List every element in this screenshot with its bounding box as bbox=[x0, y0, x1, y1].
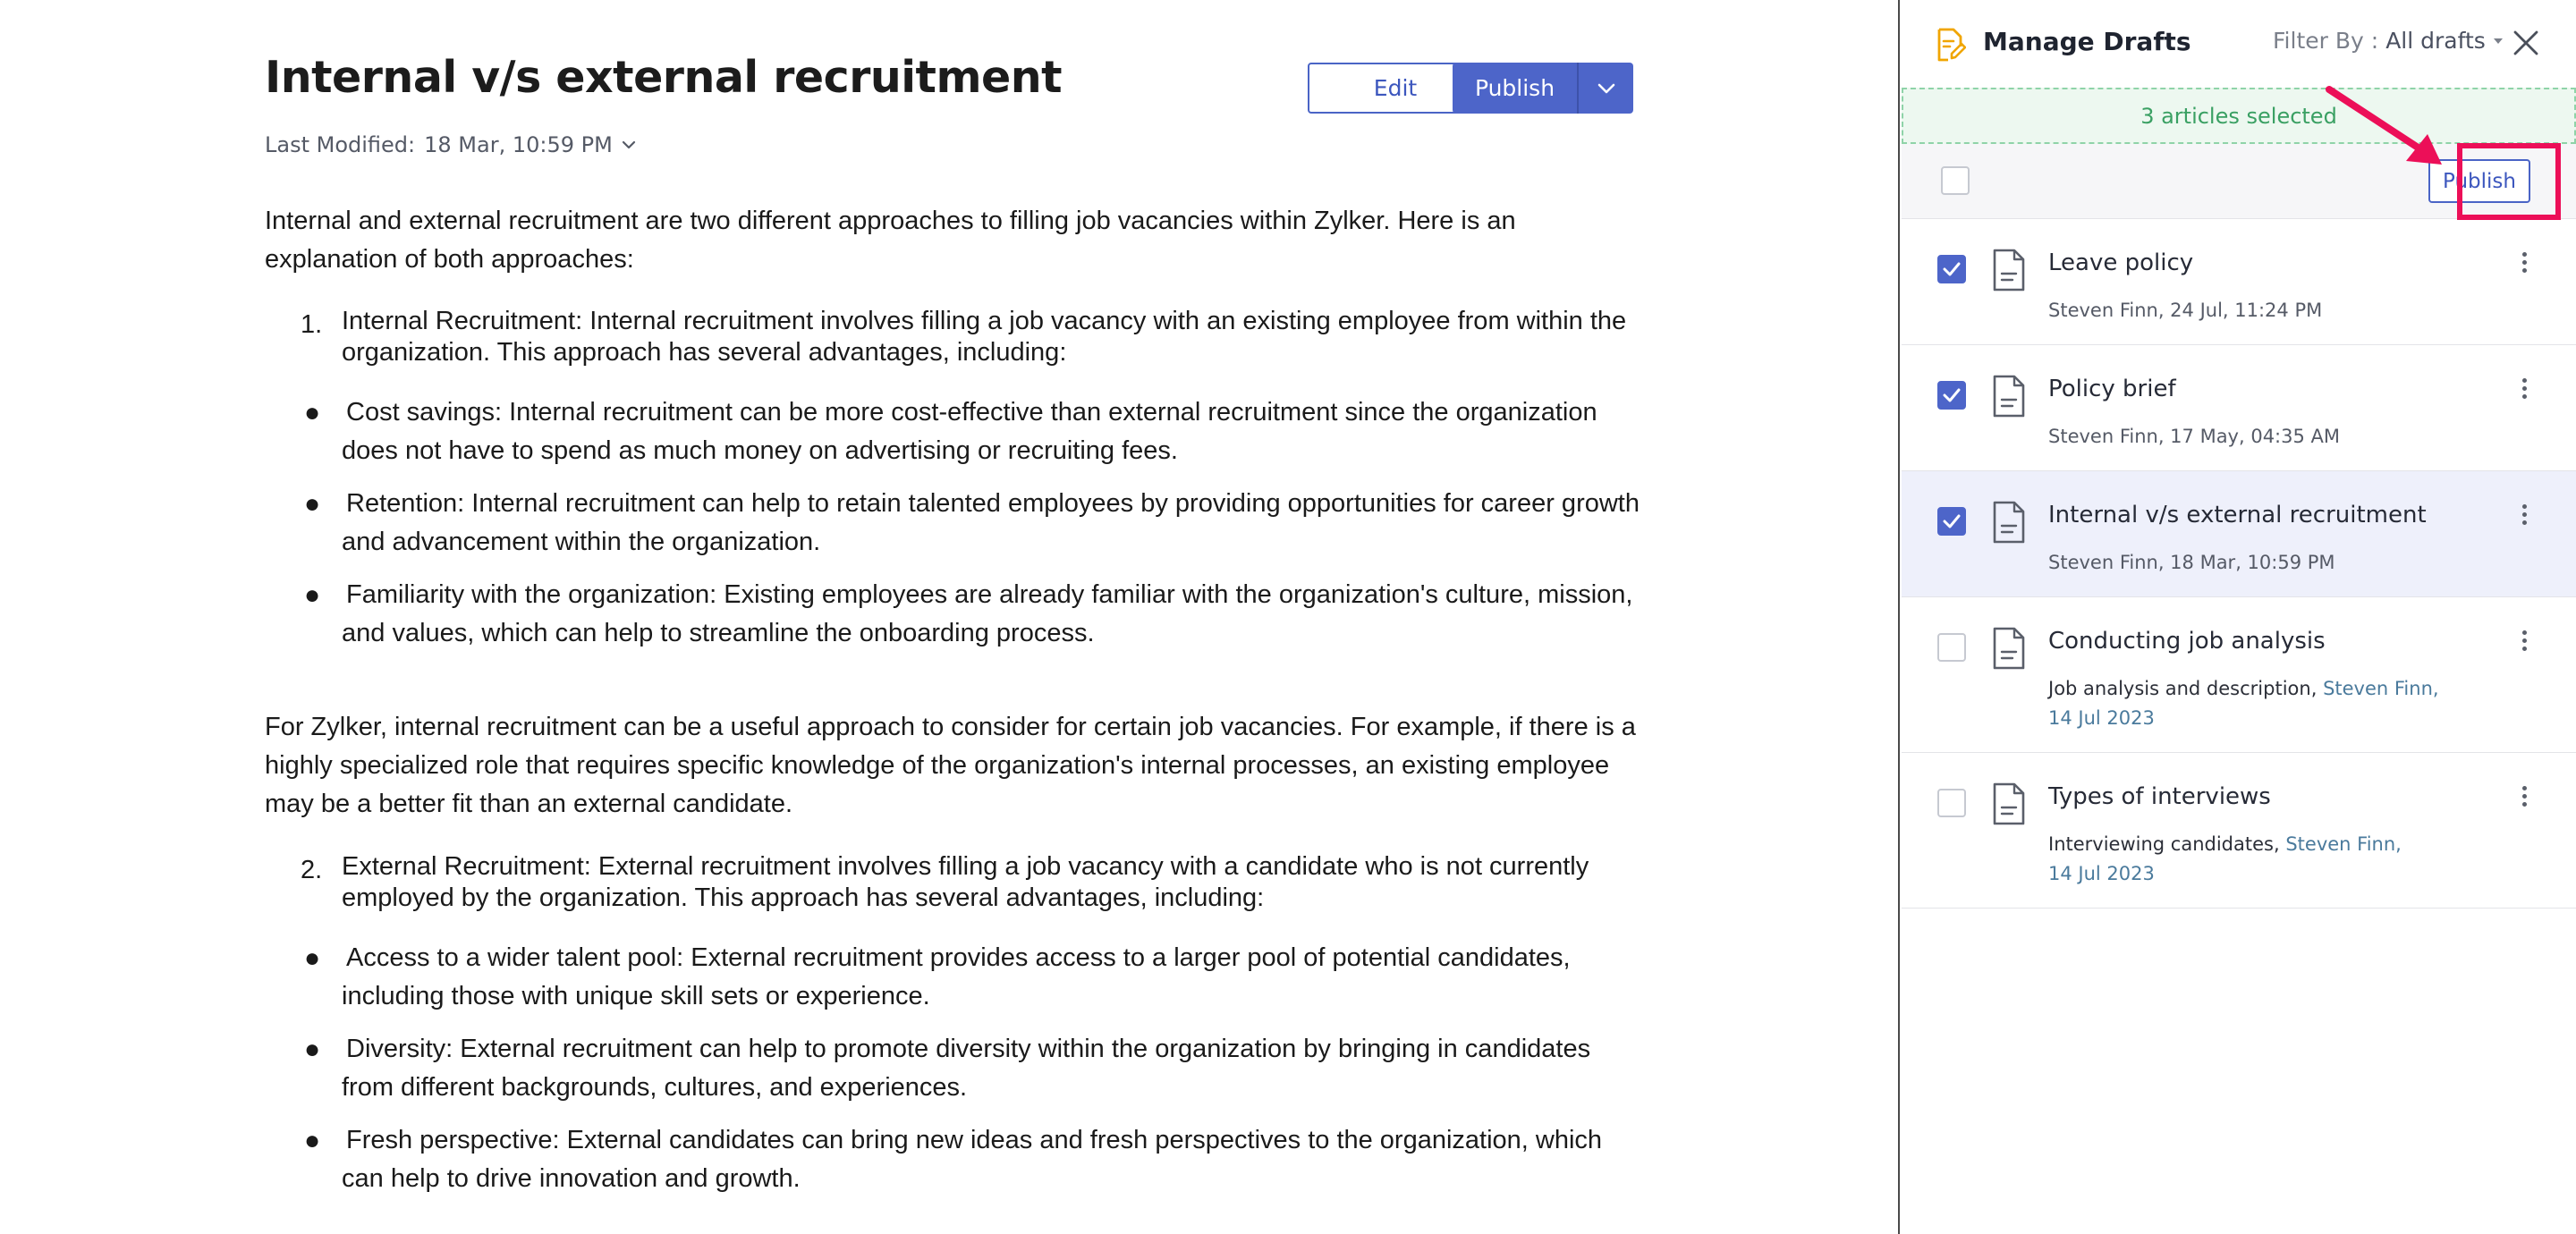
bullet-dot: ● bbox=[304, 943, 321, 973]
bullet-dot: ● bbox=[304, 580, 321, 610]
bullet-text: Cost savings: Internal recruitment can be more cost-effective than external recruitment since the organization does not have to spend as much money on advertising or recruiting fees. bbox=[342, 398, 1597, 465]
publish-highlight-box bbox=[2457, 143, 2561, 220]
bullet-text: Access to a wider talent pool: External recruitment provides access to a larger pool of potential candidates, including those with unique skill sets or experience. bbox=[342, 943, 1571, 1010]
list-number: 1. bbox=[301, 310, 323, 339]
draft-date: 14 Jul 2023 bbox=[2048, 863, 2155, 884]
panel-header bbox=[1900, 0, 2576, 88]
draft-author: Steven Finn, bbox=[2323, 678, 2439, 699]
draft-title: Types of interviews bbox=[2048, 783, 2271, 810]
draft-item[interactable] bbox=[1902, 219, 2576, 345]
draft-author: Steven Finn, 24 Jul, 11:24 PM bbox=[2048, 300, 2323, 321]
last-modified bbox=[265, 132, 636, 157]
bullet-dot: ● bbox=[304, 489, 321, 519]
draft-author: Steven Finn, 17 May, 04:35 AM bbox=[2048, 426, 2341, 447]
more-options-icon[interactable] bbox=[2515, 249, 2533, 280]
more-options-icon[interactable] bbox=[2515, 376, 2533, 406]
draft-checkbox[interactable] bbox=[1937, 255, 1966, 283]
checkmark-icon bbox=[1943, 513, 1961, 529]
bullet-dot: ● bbox=[304, 398, 321, 427]
draft-checkbox[interactable] bbox=[1937, 507, 1966, 536]
draft-edit-icon bbox=[1934, 27, 1966, 63]
draft-meta bbox=[2048, 548, 2469, 578]
document-icon bbox=[1991, 374, 2027, 418]
select-all-checkbox[interactable] bbox=[1941, 166, 1970, 195]
chevron-down-icon bbox=[1597, 82, 1615, 95]
draft-category: Job analysis and description, bbox=[2048, 678, 2318, 699]
publish-button[interactable]: Publish bbox=[1474, 75, 1555, 101]
checkmark-icon bbox=[1943, 387, 1961, 403]
draft-title: Policy brief bbox=[2048, 376, 2176, 402]
bullet-dot: ● bbox=[304, 1035, 321, 1064]
selection-banner: 3 articles selected bbox=[1902, 88, 2576, 144]
draft-title: Internal v/s external recruitment bbox=[2048, 502, 2427, 528]
draft-checkbox[interactable] bbox=[1937, 633, 1966, 662]
draft-category: Interviewing candidates, bbox=[2048, 833, 2280, 855]
bullet-text: Diversity: External recruitment can help to promote diversity within the organization by bringing in candidates from different backgrounds, cultures, and experiences. bbox=[342, 1035, 1591, 1102]
checkmark-icon bbox=[1943, 261, 1961, 277]
bulk-publish-button[interactable]: Publish bbox=[2428, 159, 2530, 203]
draft-author: Steven Finn, 18 Mar, 10:59 PM bbox=[2048, 552, 2335, 573]
pointer-arrow-icon bbox=[2317, 72, 2460, 188]
filter-label: Filter By : bbox=[2273, 28, 2379, 54]
article-title: Internal v/s external recruitment bbox=[265, 52, 1063, 103]
draft-item[interactable] bbox=[1902, 471, 2576, 597]
publish-options-button[interactable] bbox=[1579, 63, 1633, 114]
bullet-text: Retention: Internal recruitment can help to retain talented employees by providing opportunities for career growth and advancement within the organization. bbox=[342, 489, 1640, 556]
list-number: 2. bbox=[301, 856, 323, 884]
bullet-dot: ● bbox=[304, 1126, 321, 1155]
numbered-item-text: External Recruitment: External recruitment involves filling a job vacancy with a candidate who is not currently employed by the organization. This approach has several advantages, including: bbox=[342, 852, 1589, 912]
draft-date: 14 Jul 2023 bbox=[2048, 707, 2155, 729]
document-icon bbox=[1991, 248, 2027, 292]
last-modified-dropdown[interactable] bbox=[424, 132, 636, 157]
document-icon bbox=[1991, 782, 2027, 826]
draft-title: Leave policy bbox=[2048, 249, 2194, 276]
intro-paragraph: Internal and external recruitment are two different approaches to filling job vacancies within Zylker. Here is an explanation of both approaches: bbox=[265, 207, 1516, 274]
caret-down-icon bbox=[2493, 38, 2504, 45]
last-modified-value: 18 Mar, 10:59 PM bbox=[424, 132, 613, 157]
close-icon[interactable] bbox=[2511, 28, 2541, 58]
edit-button[interactable]: Edit bbox=[1308, 63, 1483, 114]
more-options-icon[interactable] bbox=[2515, 502, 2533, 532]
draft-meta bbox=[2048, 674, 2469, 733]
filter-dropdown[interactable] bbox=[2273, 28, 2504, 54]
draft-checkbox[interactable] bbox=[1937, 381, 1966, 410]
draft-author: Steven Finn, bbox=[2285, 833, 2402, 855]
bullet-text: Fresh perspective: External candidates can bring new ideas and fresh perspectives to the organization, which can help to drive innovation and growth. bbox=[342, 1126, 1603, 1193]
document-icon bbox=[1991, 500, 2027, 545]
draft-title: Conducting job analysis bbox=[2048, 628, 2326, 655]
numbered-item-text: Internal Recruitment: Internal recruitment involves filling a job vacancy with an existing employee from within the organization. This approach has several advantages, including: bbox=[342, 307, 1627, 367]
bullet-text: Familiarity with the organization: Existing employees are already familiar with the organization's culture, mission, and values, which can help to streamline the onboarding process. bbox=[342, 580, 1633, 647]
chevron-down-icon bbox=[622, 139, 636, 150]
filter-value: All drafts bbox=[2385, 28, 2486, 54]
publish-split-button bbox=[1453, 63, 1633, 114]
middle-paragraph: For Zylker, internal recruitment can be a useful approach to consider for certain job vacancies. For example, if there is a highly specialized role that requires specific knowledge of the organization's internal processes, an existing employee may be a better fit than an external candidate. bbox=[265, 713, 1636, 818]
draft-checkbox[interactable] bbox=[1937, 789, 1966, 817]
last-modified-label: Last Modified: bbox=[265, 132, 416, 157]
panel-title: Manage Drafts bbox=[1983, 27, 2191, 56]
draft-item[interactable] bbox=[1902, 753, 2576, 909]
draft-item[interactable] bbox=[1902, 597, 2576, 753]
document-icon bbox=[1991, 626, 2027, 671]
draft-item[interactable] bbox=[1902, 345, 2576, 471]
draft-meta bbox=[2048, 296, 2469, 325]
draft-meta bbox=[2048, 422, 2469, 452]
draft-meta bbox=[2048, 830, 2469, 889]
more-options-icon[interactable] bbox=[2515, 628, 2533, 658]
more-options-icon[interactable] bbox=[2515, 783, 2533, 814]
